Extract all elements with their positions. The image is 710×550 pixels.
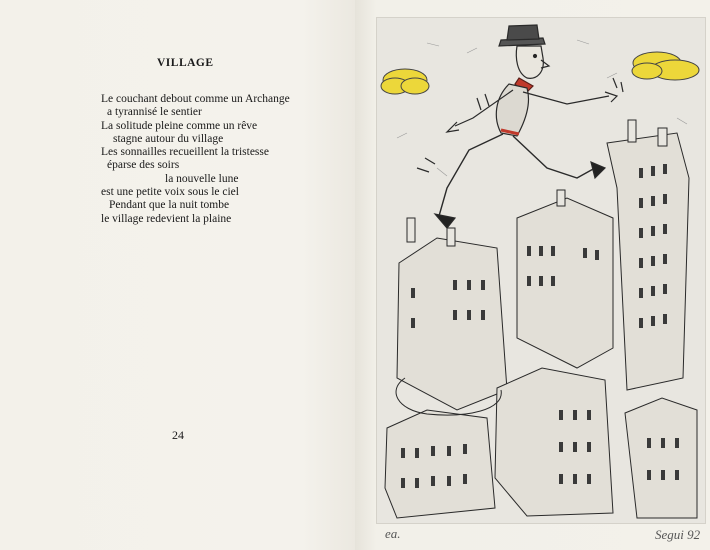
poem-line: le village redevient la plaine: [101, 212, 232, 225]
edition-annotation: ea.: [385, 526, 401, 541]
poem-line: Pendant que la nuit tombe: [109, 199, 230, 212]
striding-man: [417, 25, 623, 228]
poem-line: a tyrannisé le sentier: [107, 106, 202, 119]
village-buildings: [385, 120, 697, 518]
etching-illustration: [377, 18, 705, 523]
poem-line: est une petite voix sous le ciel: [101, 186, 239, 199]
poem-body: [101, 93, 290, 226]
poem-title: VILLAGE: [157, 57, 214, 69]
poem-line: la nouvelle lune: [165, 172, 239, 185]
cloud-right: [632, 52, 699, 80]
page-number: 24: [172, 428, 184, 442]
artist-signature: Segui 92: [655, 527, 701, 542]
poem-line: Le couchant debout comme un Archange: [101, 93, 290, 105]
poem-line: stagne autour du village: [113, 132, 224, 145]
poem-line: La solitude pleine comme un rêve: [101, 119, 258, 132]
poem-line: éparse des soirs: [107, 159, 180, 172]
poem-line: Les sonnailles recueillent la tristesse: [101, 146, 269, 159]
cloud-left: [381, 69, 429, 94]
